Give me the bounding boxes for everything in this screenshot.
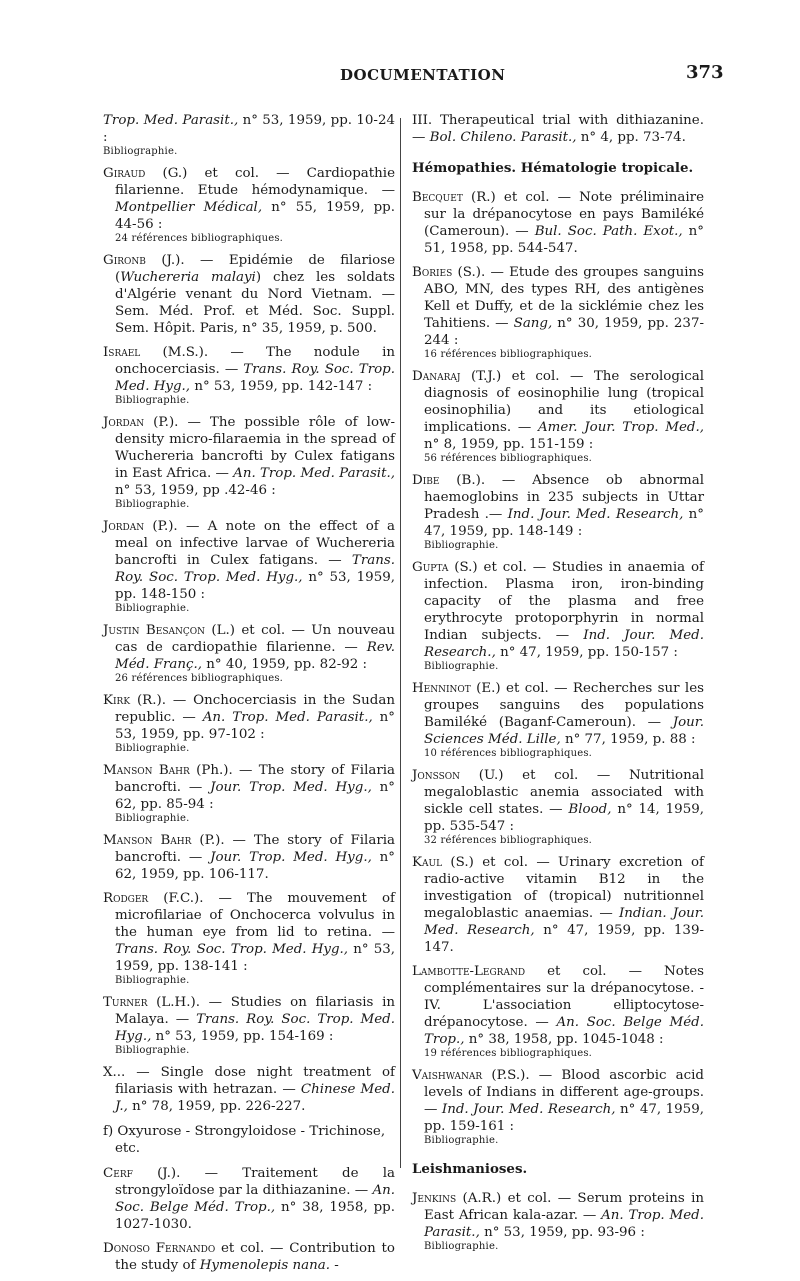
entry-text: (L.) et col. — Un nouveau cas de cardiopathie filarienne. — — [115, 623, 396, 655]
entry-text: (B.). — Absence ob abnormal haemoglobins in 235 subjects in Uttar Pradesh .— — [424, 473, 704, 522]
entry-journal: Ind. Jour. Med. Research, — [507, 507, 684, 522]
entry-citation: n° 47, 1959, pp. 148-149 : — [424, 507, 704, 539]
entry-citation: - — [329, 1258, 339, 1273]
entry-text: et col. — Contribution to the study of — [115, 1241, 395, 1273]
entry-text: (F.C.). — The mouvement of microfilariae of Onchocerca volvulus in the human eye from lid to retina. — — [115, 891, 395, 940]
entry-author: Manson Bahr — [103, 763, 190, 778]
entry-citation: n° 53, 1959, pp. 142-147 : — [190, 379, 373, 394]
entry-text: (E.) et col. — Recherches sur les groupes sanguins des populations Bamiléké (Baganf-Cameroun). — — [424, 681, 704, 730]
entry-author: Cerf — [103, 1166, 133, 1181]
entry-note: Bibliographie. — [115, 603, 190, 614]
bibliography-entry — [103, 622, 395, 685]
bibliography-entry — [103, 890, 395, 987]
entry-note: Bibliographie. — [115, 743, 190, 754]
bibliography-entry — [103, 1064, 395, 1115]
entry-journal: Rev. Méd. Franç., — [115, 640, 395, 672]
entry-citation: n° 53, 1959, pp. 138-141 : — [115, 942, 395, 974]
entry-journal: Amer. Jour. Trop. Med., — [538, 420, 704, 435]
entry-journal: Wuchereria malayi — [120, 270, 256, 285]
entry-citation: n° 53, 1959, pp. 154-169 : — [151, 1029, 334, 1044]
entry-author: Vaishwanar — [412, 1068, 483, 1083]
bibliography-entry — [412, 472, 704, 552]
bibliography-entry — [103, 252, 395, 337]
entry-text: (J.). — Epidémie de filariose ( — [115, 253, 395, 285]
entry-text: (P.). — The story of Filaria bancrofti. — — [115, 833, 395, 865]
entry-text: (Ph.). — The story of Filaria bancrofti. — — [115, 763, 395, 795]
entry-note: 16 références bibliographiques. — [424, 349, 593, 360]
entry-citation: n° 53, 1959, pp .42-46 : — [115, 483, 276, 498]
entry-author: Jordan — [103, 519, 145, 534]
entry-journal: Jour. Trop. Med. Hyg., — [210, 850, 372, 865]
entry-author: Manson Bahr — [103, 833, 192, 848]
entry-text: (G.) et col. — Cardiopathie filarienne. Etude hémodynamique. — — [115, 166, 395, 198]
entry-text: (P.S.). — Blood ascorbic acid levels of Indians in different age-groups. — — [424, 1068, 704, 1117]
bibliography-entry — [412, 1190, 704, 1253]
section-heading: Hémopathies. Hématologie tropicale. — [412, 160, 694, 176]
entry-text: X... — Single dose night treatment of filariasis with hetrazan. — — [103, 1065, 395, 1097]
entry-note: 19 références bibliographiques. — [424, 1048, 593, 1059]
entry-text: (T.J.) et col. — The serological diagnosis of eosinophilie lung (tropical eosinophilia) and its etiological implications. — — [424, 369, 704, 435]
entry-journal: Hymenolepis nana. — [199, 1258, 330, 1273]
entry-journal: Blood, — [568, 802, 612, 817]
entry-note: Bibliographie. — [424, 540, 499, 551]
entry-text: (A.R.) et col. — Serum proteins in East African kala-azar. — — [424, 1191, 704, 1223]
entry-citation: n° 77, 1959, p. 88 : — [560, 732, 696, 747]
bibliography-entry — [103, 414, 395, 511]
entry-citation: n° 55, 1959, pp. 44-56 : — [115, 200, 395, 232]
entry-journal: An. Trop. Med. Parasit., — [233, 466, 395, 481]
entry-text: (P.). — The possible rôle of low-density micro-filaraemia in the spread of Wuchereria bancrofti by Culex fatigans in East Africa. — — [115, 415, 395, 481]
bibliography-entry — [412, 1067, 704, 1147]
bibliography-entry — [412, 680, 704, 760]
entry-citation: n° 62, 1959, pp. 106-117. — [115, 850, 395, 882]
entry-citation: n° 8, 1959, pp. 151-159 : — [424, 437, 594, 452]
entry-note: Bibliographie. — [115, 1045, 190, 1056]
bibliography-entry — [103, 994, 395, 1057]
entry-note: Bibliographie. — [115, 813, 190, 824]
entry-citation: n° 53, 1959, pp. 97-102 : — [115, 710, 396, 742]
entry-author: Jenkins — [412, 1191, 457, 1206]
left-column — [103, 112, 395, 1281]
bibliography-entry — [412, 963, 704, 1060]
bibliography-entry — [103, 518, 395, 615]
entry-note: Bibliographie. — [424, 1135, 499, 1146]
entry-author: Lambotte-Legrand — [412, 964, 526, 979]
entry-text: (U.) et col. — Nutritional megaloblastic anemia associated with sickle cell states. — — [424, 768, 704, 817]
entry-note: Bibliographie. — [103, 146, 178, 157]
entry-text: (S.) et col. — Studies in anaemia of infection. Plasma iron, iron-binding capacity of the plasma and free erythrocyte protoporphyrin in normal Indian subjects. — — [424, 560, 704, 643]
entry-journal: Trans. Roy. Soc. Trop. Med. Hyg., — [115, 1012, 395, 1044]
bibliography-entry — [103, 762, 395, 825]
entry-author: Bories — [412, 265, 453, 280]
bibliography-entry — [103, 1165, 395, 1233]
entry-journal: Trans. Roy. Soc. Trop. Med. Hyg., — [115, 553, 395, 585]
section-heading: Leishmanioses. — [412, 1161, 528, 1177]
entry-author: Donoso Fernando — [103, 1241, 216, 1256]
entry-journal: Ind. Jour. Med. Research., — [424, 628, 704, 660]
entry-journal: Trans. Roy. Soc. Trop. Med. Hyg., — [115, 362, 395, 394]
entry-journal: An. Soc. Belge Méd. Trop., — [115, 1183, 395, 1215]
entry-author: Jonsson — [412, 768, 461, 783]
entry-author: Becquet — [412, 190, 463, 205]
bibliography-entry — [103, 165, 395, 245]
entry-journal: Bol. Chileno. Parasit., — [429, 130, 577, 145]
entry-text: (M.S.). — The nodule in onchocerciasis. — — [115, 345, 395, 377]
bibliography-entry — [412, 767, 704, 847]
entry-note: Bibliographie. — [115, 395, 190, 406]
entry-note: Bibliographie. — [115, 499, 190, 510]
bibliography-entry — [103, 344, 395, 407]
page-number: 373 — [686, 62, 724, 83]
entry-citation: n° 14, 1959, pp. 535-547 : — [424, 802, 704, 834]
entry-journal: Trans. Roy. Soc. Trop. Med. Hyg., — [115, 942, 349, 957]
entry-note: 24 références bibliographiques. — [115, 233, 284, 244]
entry-citation: n° 47, 1959, pp. 139-147. — [424, 923, 704, 955]
entry-journal: An. Trop. Med. Parasit., — [202, 710, 373, 725]
entry-journal: Montpellier Médical, — [115, 200, 263, 215]
entry-author: Danaraj — [412, 369, 461, 384]
entry-citation: n° 30, 1959, pp. 237-244 : — [424, 316, 704, 348]
entry-journal: Sang, — [513, 316, 553, 331]
entry-text: et col. — Notes complémentaires sur la drépanocytose. - IV. L'association elliptocytose-drépanocytose. — — [424, 964, 704, 1030]
entry-citation: n° 62, pp. 85-94 : — [115, 780, 395, 812]
entry-author: Jordan — [103, 415, 145, 430]
entry-note: 32 références bibliographiques. — [424, 835, 593, 846]
bibliography-entry — [412, 264, 704, 361]
bibliography-entry — [103, 832, 395, 883]
entry-author: Gironb — [103, 253, 146, 268]
bibliography-entry — [103, 1240, 395, 1274]
page-header — [0, 62, 800, 92]
entry-note: Bibliographie. — [424, 1241, 499, 1252]
entry-journal: An. Trop. Med. Parasit., — [424, 1208, 704, 1240]
entry-author: Justin Besançon — [103, 623, 206, 638]
entry-citation: n° 51, 1958, pp. 544-547. — [424, 224, 705, 256]
entry-journal: Jour. Trop. Med. Hyg., — [210, 780, 372, 795]
entry-citation: n° 53, 1959, pp. 93-96 : — [479, 1225, 645, 1240]
entry-journal: Jour. Sciences Méd. Lille, — [424, 715, 704, 747]
right-column — [412, 112, 704, 1260]
entry-author: Gupta — [412, 560, 449, 575]
entry-citation: n° 38, 1958, pp. 1045-1048 : — [464, 1032, 664, 1047]
entry-citation: n° 47, 1959, pp. 159-161 : — [424, 1102, 704, 1134]
entry-text: (R.). — Onchocerciasis in the Sudan republic. — — [115, 693, 395, 725]
entry-citation: ) chez les soldats d'Algérie venant du Nord Vietnam. — Sem. Méd. Prof. et Méd. Soc. Suppl. Sem. Hôpit. Paris, n° 35, 1959, p. 500. — [115, 270, 395, 336]
entry-author: Turner — [103, 995, 148, 1010]
entry-citation: n° 38, 1958, pp. 1027-1030. — [115, 1200, 395, 1232]
bibliography-entry — [103, 112, 395, 158]
bibliography-entry — [412, 368, 704, 465]
entry-citation: n° 53, 1959, pp. 10-24 : — [103, 113, 395, 145]
entry-author: Kaul — [412, 855, 443, 870]
entry-note: 56 références bibliographiques. — [424, 453, 593, 464]
bibliography-entry — [103, 692, 395, 755]
bibliography-entry — [412, 559, 704, 673]
bibliography-entry — [412, 854, 704, 956]
entry-text: (S.) et col. — Urinary excretion of radio-active vitamin B12 in the investigation of (tropical) nutritionnel megaloblastic anaemias. — — [424, 855, 704, 921]
entry-journal: Ind. Jour. Med. Research, — [441, 1102, 616, 1117]
entry-journal: Indian. Jour. Med. Research, — [424, 906, 704, 938]
entry-citation: n° 78, 1959, pp. 226-227. — [127, 1099, 306, 1114]
entry-note: Bibliographie. — [424, 661, 499, 672]
entry-citation: n° 4, pp. 73-74. — [576, 130, 686, 145]
entry-author: Henninot — [412, 681, 471, 696]
entry-author: Rodger — [103, 891, 149, 906]
entry-text: (L.H.). — Studies on filariasis in Malaya. — — [115, 995, 395, 1027]
entry-note: 10 références bibliographiques. — [424, 748, 593, 759]
running-title: DOCUMENTATION — [340, 66, 506, 84]
entry-author: Kirk — [103, 693, 131, 708]
entry-journal: An. Soc. Belge Méd. Trop., — [424, 1015, 704, 1047]
entry-text: (R.) et col. — Note préliminaire sur la drépanocytose en pays Bamiléké (Cameroun). — — [424, 190, 704, 239]
entry-text: (S.). — Etude des groupes sanguins ABO, MN, des types RH, des antigènes Kell et Duffy, et de la sicklémie chez les Tahitiens. — — [424, 265, 704, 331]
entry-note: 26 références bibliographiques. — [115, 673, 284, 684]
entry-journal: Bul. Soc. Path. Exot., — [534, 224, 683, 239]
column-divider — [400, 118, 401, 1168]
entry-author: Giraud — [103, 166, 146, 181]
entry-text: (J.). — Traitement de la strongyloïdose par la dithiazanine. — — [115, 1166, 395, 1198]
entry-text: (P.). — A note on the effect of a meal on infective larvae of Wuchereria bancrofti in Culex fatigans. — — [115, 519, 395, 568]
entry-journal: Trop. Med. Parasit., — [103, 113, 239, 128]
bibliography-entry — [412, 189, 704, 257]
subsection-heading: f) Oxyurose - Strongyloidose - Trichinose, etc. — [103, 1124, 386, 1156]
bibliography-entry — [412, 112, 704, 146]
entry-text: III. Therapeutical trial with dithiazanine. — — [412, 113, 704, 145]
entry-journal: Chinese Med. J., — [115, 1082, 396, 1114]
entry-citation: n° 40, 1959, pp. 82-92 : — [202, 657, 368, 672]
entry-citation: n° 47, 1959, pp. 150-157 : — [495, 645, 678, 660]
entry-citation: n° 53, 1959, pp. 148-150 : — [115, 570, 395, 602]
entry-note: Bibliographie. — [115, 975, 190, 986]
entry-author: Dibe — [412, 473, 440, 488]
entry-author: Israel — [103, 345, 141, 360]
